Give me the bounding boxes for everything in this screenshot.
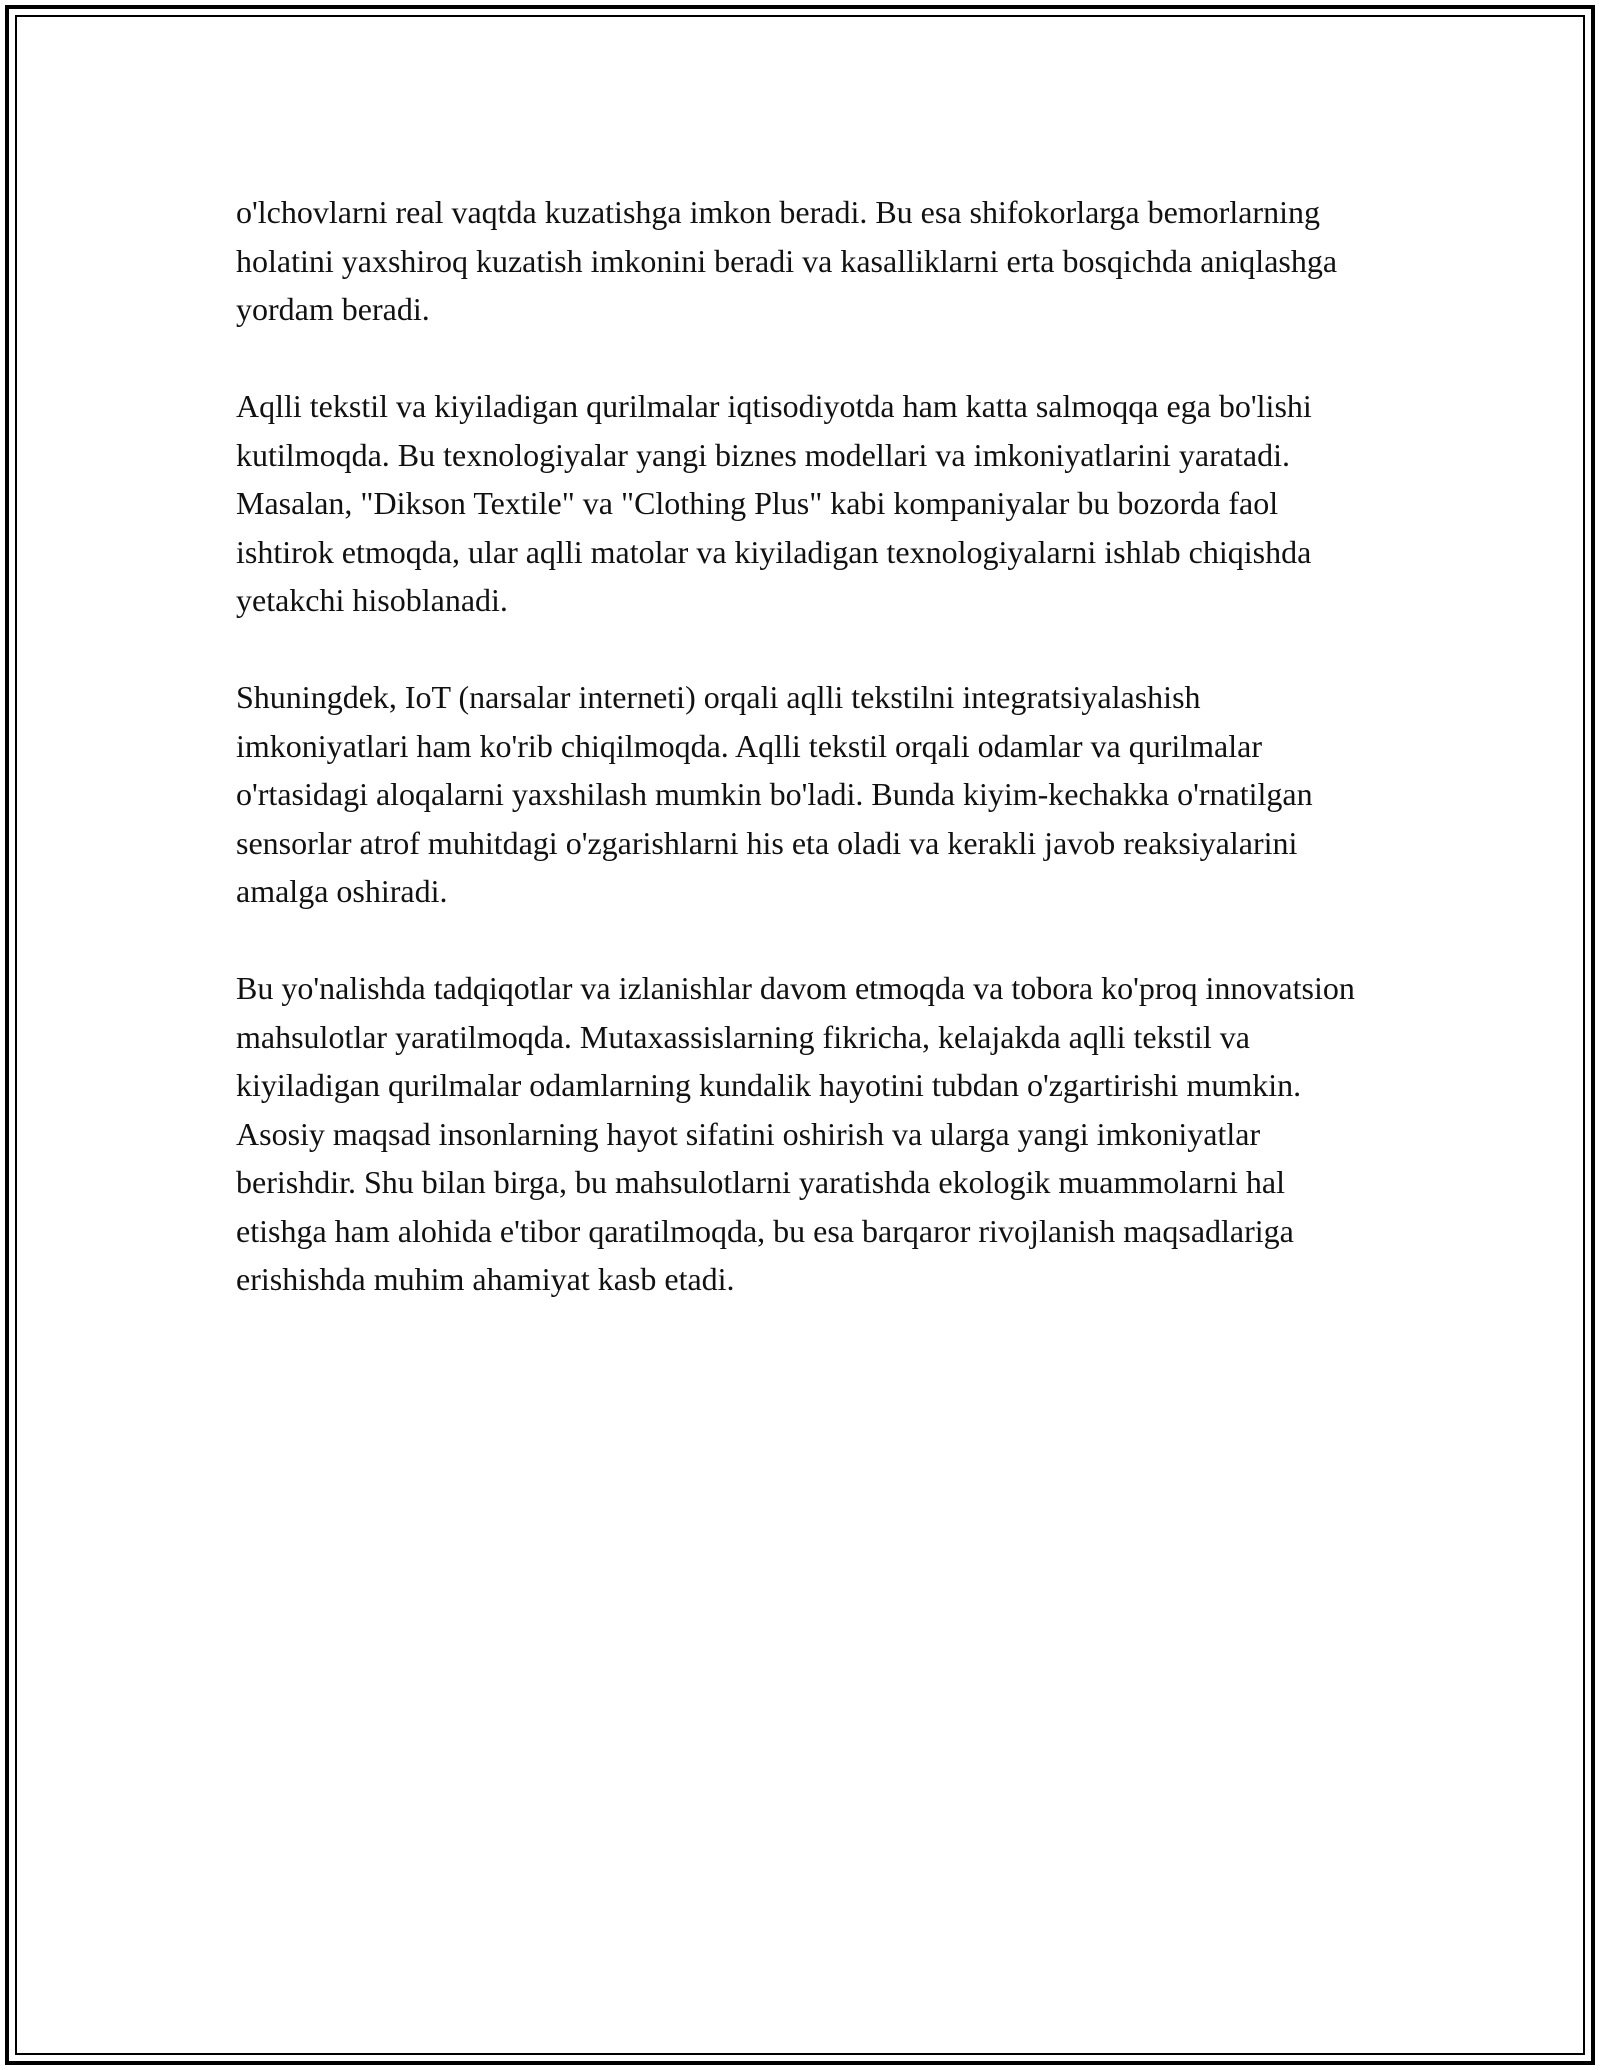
document-body xyxy=(236,188,1366,1352)
paragraph-3: Shuningdek, IoT (narsalar interneti) orqali aqlli tekstilni integratsiyalashish imkoniyatlari ham ko'rib chiqilmoqda. Aqlli tekstil orqali odamlar va qurilmalar o'rtasidagi aloqalarni yaxshilash mumkin bo'ladi. Bunda kiyim-kechakka o'rnatilgan sensorlar atrof muhitdagi o'zgarishlarni his eta oladi va kerakli javob reaksiyalarini amalga oshiradi. xyxy=(236,679,1313,909)
paragraph-2: Aqlli tekstil va kiyiladigan qurilmalar iqtisodiyotda ham katta salmoqqa ega bo'lishi kutilmoqda. Bu texnologiyalar yangi biznes modellari va imkoniyatlarini yaratadi. Masalan, "Dikson Textile" va "Clothing Plus" kabi kompaniyalar bu bozorda faol ishtirok etmoqda, ular aqlli matolar va kiyiladigan texnologiyalarni ishlab chiqishda yetakchi hisoblanadi. xyxy=(236,388,1312,618)
paragraph-1: o'lchovlarni real vaqtda kuzatishga imkon beradi. Bu esa shifokorlarga bemorlarning holatini yaxshiroq kuzatish imkonini beradi va kasalliklarni erta bosqichda aniqlashga yordam beradi. xyxy=(236,194,1338,327)
paragraph-4: Bu yo'nalishda tadqiqotlar va izlanishlar davom etmoqda va tobora ko'proq innovatsion mahsulotlar yaratilmoqda. Mutaxassislarning fikricha, kelajakda aqlli tekstil va kiyiladigan qurilmalar odamlarning kundalik hayotini tubdan o'zgartirishi mumkin. Asosiy maqsad insonlarning hayot sifatini oshirish va ularga yangi imkoniyatlar berishdir. Shu bilan birga, bu mahsulotlarni yaratishda ekologik muammolarni hal etishga ham alohida e'tibor qaratilmoqda, bu esa barqaror rivojlanish maqsadlariga erishishda muhim ahamiyat kasb etadi. xyxy=(236,970,1355,1297)
